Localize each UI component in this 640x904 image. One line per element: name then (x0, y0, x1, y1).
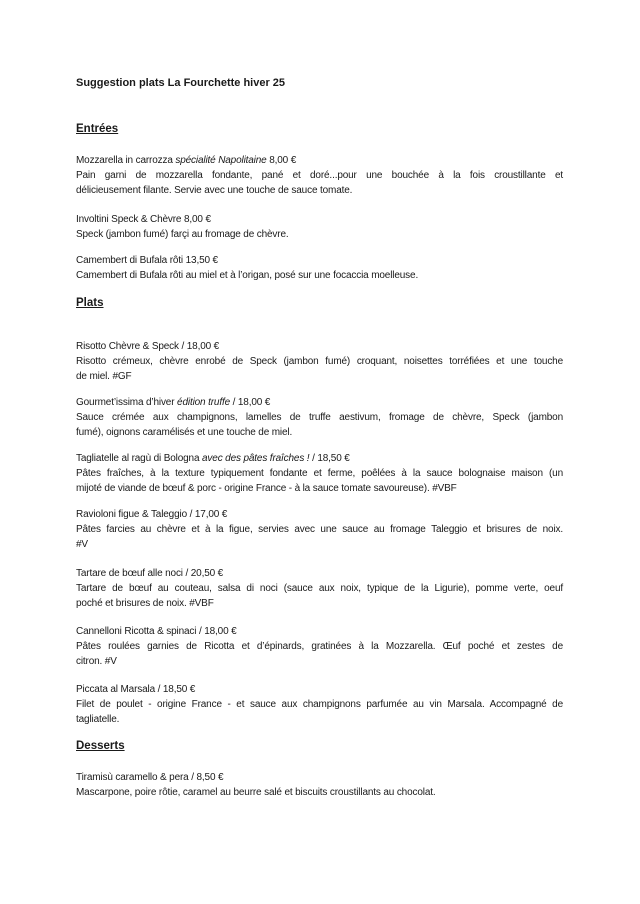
dish-name: Mozzarella in carrozza (76, 155, 173, 166)
section-heading: Entrées (76, 123, 119, 135)
dish-name: Cannelloni Ricotta & spinaci (76, 626, 197, 637)
dish-price: / 20,50 € (185, 568, 224, 579)
dish-description-line: poché et brisures de noix. #VBF (76, 598, 214, 609)
dish-description-line: Sauce crémée aux champignons, lamelles de truffe aestivum, fromage de chèvre, Speck (jambon (76, 412, 563, 423)
dish-name: Ravioloni figue & Taleggio (76, 509, 187, 520)
dish-note: avec des pâtes fraîches ! (202, 453, 310, 464)
dish-price: / 18,00 € (232, 397, 271, 408)
menu-item-title (76, 682, 563, 697)
dish-description-line: délicieusement filante. Servie avec une touche de sauce tomate. (76, 185, 353, 196)
dish-price: 13,50 € (185, 255, 218, 266)
dish-price: / 18,00 € (198, 626, 237, 637)
dish-price: 8,00 € (183, 214, 211, 225)
dish-note: spécialité Napolitaine (175, 155, 267, 166)
dish-description-line: mijoté de viande de bœuf & porc - origine France - à la sauce tomate savoureuse). #VBF (76, 483, 457, 494)
dish-name: Tagliatelle al ragù di Bologna (76, 453, 200, 464)
menu-item-title (76, 451, 563, 466)
dish-description-line: Mascarpone, poire rôtie, caramel au beurre salé et biscuits croustillants au chocolat. (76, 787, 436, 798)
menu-item-title (76, 212, 563, 227)
document-title: Suggestion plats La Fourchette hiver 25 (76, 77, 286, 89)
dish-price: / 18,50 € (312, 453, 350, 464)
dish-price: / 18,00 € (181, 341, 220, 352)
menu-item-title (76, 253, 563, 268)
dish-name: Gourmet’issima d’hiver (76, 397, 175, 408)
dish-name: Camembert di Bufala rôti (76, 255, 186, 266)
dish-description-line: Pain garni de mozzarella fondante, pané et doré...pour une bouchée à la fois croustillante et (76, 170, 563, 181)
menu-item-title (76, 395, 563, 410)
menu-item-title (76, 770, 563, 785)
dish-description-line: fumé), oignons caramélisés et une touche de miel. (76, 427, 293, 438)
dish-description-line: citron. #V (76, 656, 117, 667)
dish-note: édition truffe (177, 397, 230, 408)
dish-description-line: Tartare de bœuf au couteau, salsa di noci (sauce aux noix, typique de la Ligurie), pomme verte, oeuf (76, 583, 563, 594)
dish-name: Tartare de bœuf alle noci (76, 568, 183, 579)
dish-name: Involtini Speck & Chèvre (76, 214, 182, 225)
menu-item-title (76, 624, 563, 639)
dish-price: / 17,00 € (189, 509, 228, 520)
dish-description-line: #V (76, 539, 88, 550)
menu-item-title (76, 566, 563, 581)
dish-price: 8,00 € (269, 155, 297, 166)
section-heading: Plats (76, 297, 104, 309)
menu-item-title (76, 153, 563, 168)
dish-description-line: Camembert di Bufala rôti au miel et à l’origan, posé sur une focaccia moelleuse. (76, 270, 419, 281)
menu-item-title (76, 339, 563, 354)
dish-description-line: Pâtes farcies au chèvre et à la figue, servies avec une sauce au fromage Taleggio et brisures de noix. (76, 524, 563, 535)
dish-description-line: tagliatelle. (76, 714, 120, 725)
dish-description-line: Pâtes roulées garnies de Ricotta et d’épinards, gratinées à la Mozzarella. Œuf poché et zestes de (76, 641, 563, 652)
dish-description-line: Risotto crémeux, chèvre enrobé de Speck (jambon fumé) croquant, noisettes torréfiées et une touche (76, 356, 563, 367)
dish-description-line: de miel. #GF (76, 371, 132, 382)
dish-price: / 18,50 € (157, 684, 196, 695)
dish-name: Tiramisù caramello & pera (76, 772, 189, 783)
dish-description-line: Speck (jambon fumé) farçi au fromage de chèvre. (76, 229, 289, 240)
menu-item-title (76, 507, 563, 522)
dish-description-line: Filet de poulet - origine France - et sauce aux champignons parfumée au vin Marsala. Accompagné de (76, 699, 563, 710)
dish-price: / 8,50 € (191, 772, 224, 783)
section-heading: Desserts (76, 740, 125, 752)
dish-name: Piccata al Marsala (76, 684, 155, 695)
dish-description-line: Pâtes fraîches, à la texture typiquement fondante et ferme, poêlées à la sauce bolognaise maison (un (76, 468, 563, 479)
dish-name: Risotto Chèvre & Speck (76, 341, 179, 352)
